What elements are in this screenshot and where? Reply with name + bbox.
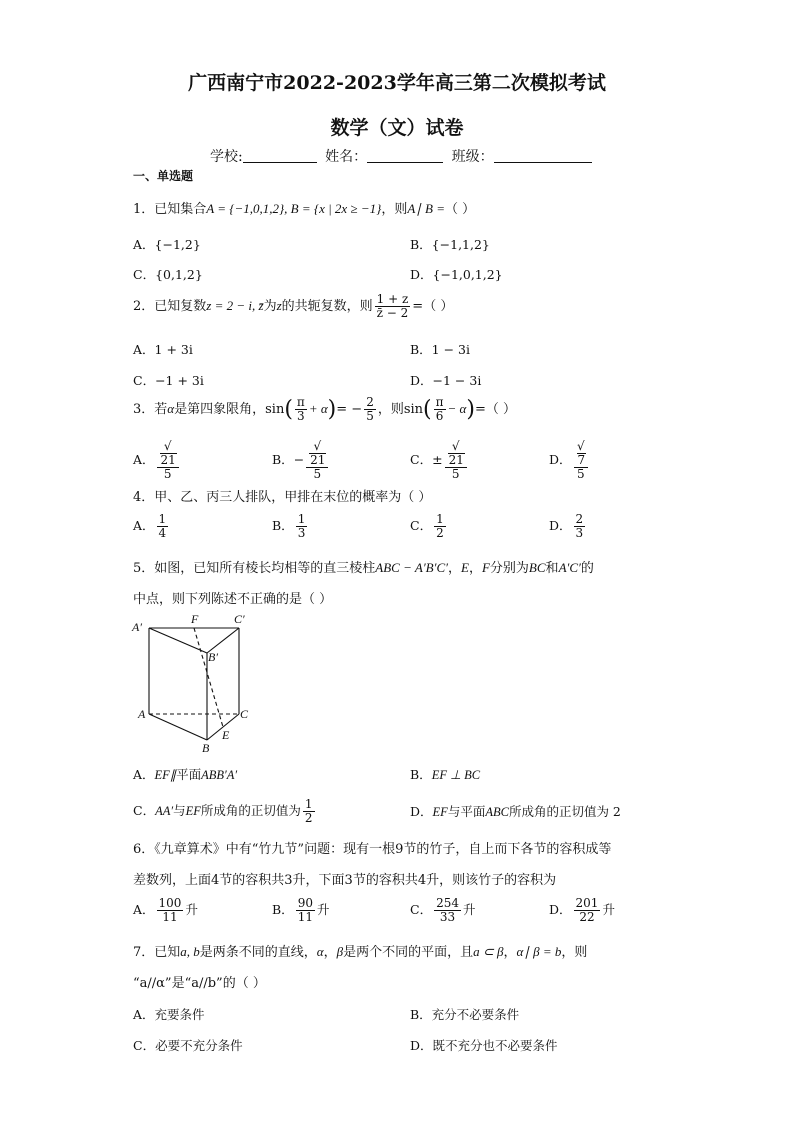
q7-option-d[interactable]: D．既不充分也不必要条件 [410, 1038, 558, 1053]
q7-cond1: a ⊂ β [473, 944, 504, 959]
q6-opt-a-label: A． [133, 902, 155, 917]
q5-text-c: ， [468, 561, 482, 576]
info-line [210, 146, 592, 166]
q4-opt-c-label: C． [410, 518, 433, 533]
question-1-stem [133, 198, 475, 217]
q5-option-d[interactable] [410, 802, 621, 820]
edge-ApBp [149, 628, 207, 653]
class-label: 班级： [451, 149, 494, 165]
q4-opt-b-label: B． [272, 518, 294, 533]
q2-z2: z [276, 298, 282, 313]
q5-opt-c-den: 2 [304, 811, 313, 825]
q3-pi-over-3 [295, 396, 307, 423]
q3-opt-a-label: A． [133, 452, 155, 467]
q1-paren: （ ） [444, 202, 476, 217]
q5-F: F [481, 560, 490, 575]
q6-opt-d-den: 22 [579, 910, 595, 924]
q6-opt-b-num: 90 [297, 896, 313, 910]
q6-option-b[interactable] [272, 897, 329, 924]
q7-text-e: ， [503, 945, 517, 960]
prism-figure [128, 610, 258, 755]
school-label: 学校: [210, 149, 243, 165]
q7-text-a: 7．已知 [133, 945, 181, 960]
question-3-stem [133, 396, 516, 423]
label-Bp: B′ [208, 650, 218, 664]
q3-opt-d-den: 5 [577, 467, 585, 481]
q3-six: 6 [435, 409, 444, 423]
q6-opt-c-label: C． [410, 902, 433, 917]
q3-sin2: sin [403, 402, 424, 417]
q2-text-b: 为 [263, 299, 277, 314]
q2-frac-num: 1 + z [376, 292, 409, 306]
q5-prism: ABC − A′B′C′ [375, 560, 448, 575]
q3-pi-over-6 [434, 396, 446, 423]
q3-alpha: α [167, 401, 175, 416]
q6-opt-b-label: B． [272, 902, 294, 917]
q5-opt-c-label: C． [133, 803, 156, 818]
label-F: F [191, 612, 199, 626]
q3-opt-b-den: 5 [313, 467, 322, 481]
q1-sets: A = {−1,0,1,2}, B = {x | 2x ≥ −1} [206, 201, 382, 216]
q3-rparen2: ) [466, 397, 475, 422]
question-5-stem-line1 [133, 557, 594, 576]
q5-text-d: 分别为 [489, 561, 529, 576]
q7-option-c[interactable]: C．必要不充分条件 [133, 1038, 243, 1053]
question-6-stem-line1: 6．《九章算术》中有“竹九节”问题：现有一根9节的竹子，自上而下各节的容积成等 [133, 842, 612, 857]
q5-option-c[interactable] [133, 798, 317, 825]
q6-opt-c-num: 254 [436, 896, 459, 910]
q6-opt-d-frac [574, 897, 601, 924]
q4-opt-a-frac [157, 513, 169, 540]
q6-opt-b-unit: 升 [316, 902, 330, 917]
q4-opt-c-frac [434, 513, 446, 540]
q5-AC: A′C′ [558, 560, 581, 575]
q7-beta: β [336, 944, 344, 959]
q3-opt-b-label: B． [272, 452, 294, 467]
q3-lparen2: ( [423, 397, 432, 422]
q5-opt-c-ef: EF [185, 804, 201, 818]
name-label: 姓名： [325, 149, 368, 165]
q3-opt-c-rad: 21 [448, 453, 464, 467]
q5-opt-d-label: D． [410, 804, 433, 819]
q4-opt-d-den: 3 [575, 526, 584, 540]
q6-opt-c-frac [434, 897, 461, 924]
q2-eq: =（ ） [412, 299, 454, 314]
q5-E: E [460, 560, 469, 575]
q4-opt-d-frac [574, 513, 586, 540]
label-E: E [222, 728, 230, 742]
q2-fraction [375, 293, 411, 320]
q5-opt-d-text: 所成角的正切值为 2 [508, 804, 621, 819]
label-C: C [240, 707, 249, 721]
q4-opt-c-num: 1 [436, 512, 444, 526]
q3-opt-a-rad: 21 [160, 453, 176, 467]
q3-opt-a-den: 5 [163, 467, 172, 481]
q4-opt-a-num: 1 [158, 512, 167, 526]
q3-opt-c-frac: √ 21 5 [445, 440, 467, 481]
q3-opt-d-label: D． [549, 452, 572, 467]
q3-lparen1: ( [284, 397, 293, 422]
q3-eq2: =（ ） [474, 402, 517, 417]
q5-opt-b-expr: EF ⊥ BC [431, 768, 481, 782]
q6-opt-d-label: D． [549, 902, 572, 917]
q5-opt-a-plane: 平面 [176, 767, 202, 782]
q5-opt-c-frac [303, 798, 315, 825]
q5-text-a: 5．如图，已知所有棱长均相等的直三棱柱 [133, 561, 376, 576]
q6-opt-d-num: 201 [575, 896, 599, 910]
label-Ap: A′ [132, 620, 142, 634]
q5-opt-b-label: B． [410, 767, 432, 782]
q4-option-d[interactable] [549, 513, 587, 540]
q6-opt-b-frac [296, 897, 315, 924]
q7-alpha: α [316, 944, 324, 959]
q7-option-b[interactable]: B．充分不必要条件 [410, 1007, 520, 1022]
q3-rparen1: ) [327, 397, 337, 422]
q2-option-d[interactable]: D．−1 − 3i [410, 373, 482, 388]
q2-frac-den: z̄ − 2 [376, 306, 409, 320]
q6-opt-c-unit: 升 [462, 902, 476, 917]
question-2-stem [133, 293, 453, 320]
q3-two: 2 [366, 395, 374, 409]
q6-opt-a-frac [157, 897, 184, 924]
q4-opt-b-num: 1 [297, 512, 306, 526]
name-field[interactable] [367, 148, 443, 163]
q3-text-c: ，则 [377, 402, 404, 417]
q3-option-a[interactable] [133, 440, 181, 481]
q4-opt-d-label: D． [549, 518, 572, 533]
q3-option-d[interactable] [549, 440, 590, 481]
q3-minus-alpha: − α [447, 401, 467, 416]
q2-text-c: 的共轭复数，则 [281, 299, 373, 314]
q4-option-a[interactable] [133, 513, 170, 540]
q6-opt-a-den: 11 [162, 910, 178, 924]
q3-opt-a-frac: √ 21 5 [157, 440, 179, 481]
q6-opt-a-unit: 升 [185, 902, 198, 917]
q4-option-c[interactable] [410, 513, 448, 540]
q6-option-c[interactable] [410, 897, 476, 924]
q5-opt-d-abc: ABC [485, 805, 509, 819]
section-heading: 一、单选题 [133, 169, 194, 183]
q1-expr: A∣ B = [407, 201, 445, 216]
q3-eq1: = − [336, 402, 363, 417]
q5-option-b[interactable] [410, 765, 480, 783]
q3-sin1: sin [265, 402, 285, 417]
q3-five: 5 [366, 409, 374, 423]
segment-EF [194, 628, 223, 727]
q3-opt-b-frac: √ 21 5 [306, 440, 328, 481]
q3-pi1: π [296, 395, 305, 409]
q3-plus-alpha: + α [308, 401, 328, 416]
question-7-stem-line1 [133, 941, 587, 960]
question-4-stem: 4．甲、乙、丙三人排队，甲排在末位的概率为（ ） [133, 490, 432, 505]
label-Cp: C′ [234, 612, 245, 626]
q3-opt-c-den: 5 [451, 467, 460, 481]
school-field[interactable] [243, 148, 317, 163]
q4-opt-a-label: A． [133, 518, 155, 533]
q3-opt-b-rad: 21 [310, 453, 326, 467]
q5-option-a[interactable] [133, 765, 237, 783]
q2-option-a[interactable]: A．1 + 3i [133, 342, 193, 357]
q1-option-d[interactable]: D．{−1,0,1,2} [410, 267, 503, 282]
q1-text-b: ，则 [381, 202, 408, 217]
label-B: B [202, 741, 210, 755]
q6-opt-d-unit: 升 [602, 902, 615, 917]
question-6-stem-line2: 差数列，上面4节的容积共3升，下面3节的容积共4升，则该竹子的容积为 [133, 873, 557, 888]
q3-opt-c-sign: ± [432, 452, 443, 467]
q5-BC: BC [528, 560, 546, 575]
q6-opt-b-den: 11 [297, 910, 313, 924]
q4-opt-b-den: 3 [297, 526, 306, 540]
q3-opt-d-rad: 7 [577, 453, 586, 467]
q7-text-d: 是两个不同的平面，且 [343, 945, 474, 960]
q5-opt-a-label: A． [133, 767, 155, 782]
q3-text-a: 3．若 [133, 402, 168, 417]
q2-z: z = 2 − i, z̄ [206, 298, 264, 313]
q4-opt-a-den: 4 [158, 526, 167, 540]
q4-opt-b-frac [296, 513, 308, 540]
q5-text-b: ， [447, 561, 461, 576]
q7-text-c: ， [323, 945, 337, 960]
q3-option-b[interactable] [272, 440, 330, 481]
q6-opt-a-num: 100 [158, 896, 182, 910]
q2-option-b[interactable]: B．1 − 3i [410, 342, 471, 357]
q6-opt-c-den: 33 [439, 910, 456, 924]
q1-option-b[interactable]: B．{−1,1,2} [410, 237, 490, 252]
q1-text-a: 1．已知集合 [133, 202, 207, 217]
q6-option-a[interactable] [133, 897, 198, 924]
q3-opt-d-frac: √ 7 5 [574, 440, 589, 481]
exam-title: 广西南宁市2022-2023学年高三第二次模拟考试 [188, 72, 606, 94]
q3-pi2: π [435, 395, 444, 409]
question-7-stem-line2: “a//α”是“a//b”的（ ） [133, 976, 266, 991]
q5-opt-a-abba: ABB′A′ [201, 768, 238, 782]
q5-opt-d-with: 与平面 [447, 804, 486, 819]
q1-option-c[interactable]: C．{0,1,2} [133, 267, 203, 282]
q7-option-a[interactable]: A．充要条件 [133, 1007, 205, 1022]
q3-opt-b-sign: − [293, 452, 305, 467]
q3-three: 3 [297, 409, 305, 423]
exam-subtitle: 数学（文）试卷 [330, 117, 464, 139]
q3-two-fifths [364, 396, 376, 423]
q5-opt-c-with: 与 [173, 803, 186, 818]
q5-text-e: 和 [545, 561, 559, 576]
q7-text-f: ，则 [561, 945, 588, 960]
q6-option-d[interactable] [549, 897, 615, 924]
q4-option-b[interactable] [272, 513, 309, 540]
q3-opt-c-label: C． [410, 452, 433, 467]
q5-opt-c-aa: AA′ [155, 804, 174, 818]
q7-text-b: 是两条不同的直线， [199, 945, 317, 960]
q5-text-f: 的 [580, 561, 594, 576]
q2-option-c[interactable]: C．−1 + 3i [133, 373, 204, 388]
q5-opt-d-ef: EF [432, 805, 448, 819]
q4-opt-d-num: 2 [575, 512, 584, 526]
question-5-stem-line2: 中点，则下列陈述不正确的是（ ） [133, 592, 333, 607]
q4-opt-c-den: 2 [436, 526, 444, 540]
q5-opt-a-ef: EF∥ [154, 768, 177, 782]
q1-option-a[interactable]: A．{−1,2} [133, 237, 201, 252]
q3-option-c[interactable] [410, 440, 469, 481]
q5-opt-c-num: 1 [304, 797, 313, 811]
q7-ab: a, b [180, 944, 200, 959]
q5-opt-c-text: 所成角的正切值为 [200, 803, 301, 818]
label-A: A [138, 707, 146, 721]
class-field[interactable] [494, 148, 592, 163]
q2-text-a: 2．已知复数 [133, 299, 207, 314]
q7-cond2: α∣ β = b [516, 944, 562, 959]
edge-AB [149, 714, 207, 740]
q3-text-b: 是第四象限角， [174, 402, 266, 417]
